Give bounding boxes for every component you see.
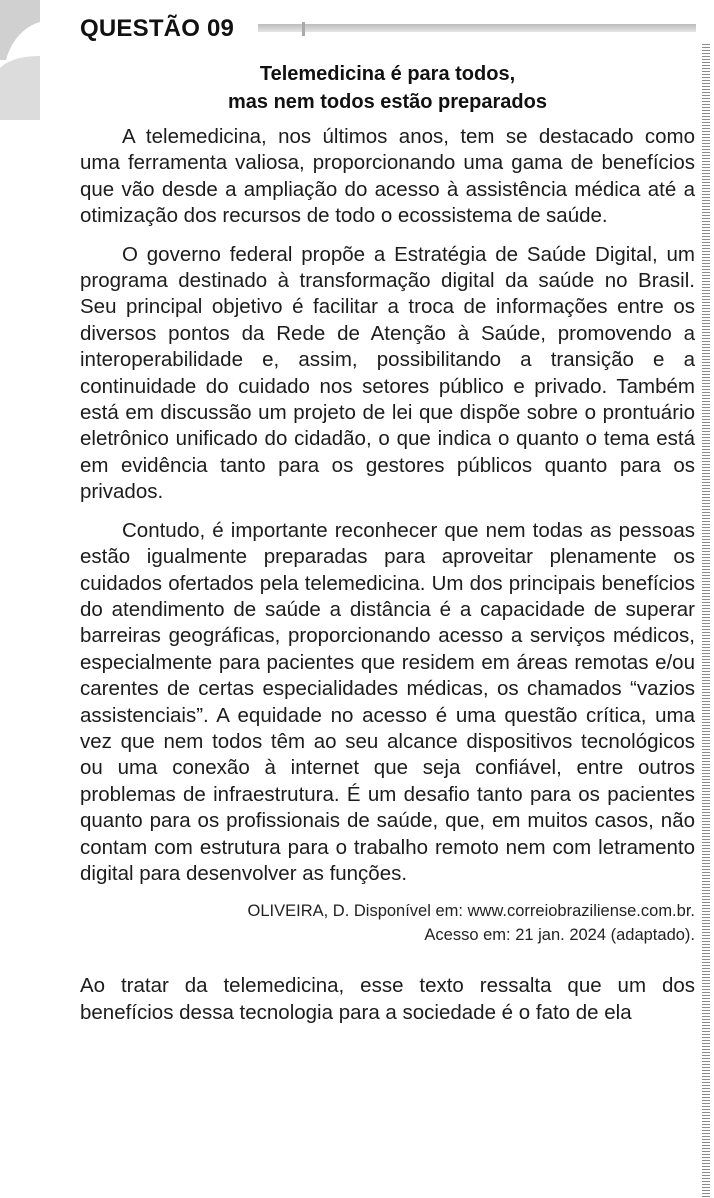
header-rule bbox=[258, 22, 696, 36]
article-paragraph-1: A telemedicina, nos últimos anos, tem se destacado como uma ferramenta valiosa, proporcionando uma gama de benefícios que vão desde a ampliação do acesso à assistência médica até a otimização dos recursos de todo o ecossistema de saúde. bbox=[80, 125, 695, 228]
article-paragraph-2: O governo federal propõe a Estratégia de Saúde Digital, um programa destinado à transformação digital da saúde no Brasil. Seu principal objetivo é facilitar a troca de informações entre os diversos pontos da Rede de Atenção à Saúde, promovendo a interoperabilidade e, assim, possibilitando a transição e a continuidade do cuidado nos setores público e privado. Também está em discussão um projeto de lei que dispõe sobre o prontuário eletrônico unificado do cidadão, o que indica o quanto o tema está em evidência tanto para os gestores públicos quanto para os privados. bbox=[80, 242, 695, 504]
article-paragraph-3: Contudo, é importante reconhecer que nem todas as pessoas estão igualmente preparadas para aproveitar plenamente os cuidados ofertados pela telemedicina. Um dos principais benefícios do atendimento de saúde a distância é a capacidade de superar barreiras geográficas, proporcionando acesso a serviços médicos, especialmente para pacientes que residem em áreas remotas e/ou carentes de certas especialidades médicas, os chamados “vazios assistenciais”. A equidade no acesso é uma questão crítica, uma vez que nem todos têm ao seu alcance dispositivos tecnológicos ou uma conexão à internet que seja confiável, entre outros problemas de infraestrutura. É um desafio tanto para os pacientes quanto para os profissionais de saúde, que, em muitos casos, não contam com estrutura para o trabalho remoto nem com letramento digital para desenvolver as funções. bbox=[80, 518, 695, 885]
question-prompt: Ao tratar da telemedicina, esse texto ressalta que um dos benefícios dessa tecnologia para a sociedade é o fato de ela bbox=[80, 974, 695, 1024]
question-number: QUESTÃO 09 bbox=[80, 15, 235, 42]
page-edge-pattern bbox=[702, 44, 710, 1198]
article-source bbox=[80, 899, 695, 947]
question-header bbox=[80, 12, 696, 46]
question-body bbox=[80, 60, 695, 1026]
source-line-1: OLIVEIRA, D. Disponível em: www.correiobraziliense.com.br. bbox=[247, 902, 695, 921]
article-title-line-2: mas nem todos estão preparados bbox=[228, 91, 547, 113]
article-title bbox=[80, 60, 695, 116]
article-title-line-1: Telemedicina é para todos, bbox=[259, 63, 516, 85]
source-line-2: Acesso em: 21 jan. 2024 (adaptado). bbox=[424, 926, 695, 945]
page-corner-decoration bbox=[0, 0, 40, 120]
